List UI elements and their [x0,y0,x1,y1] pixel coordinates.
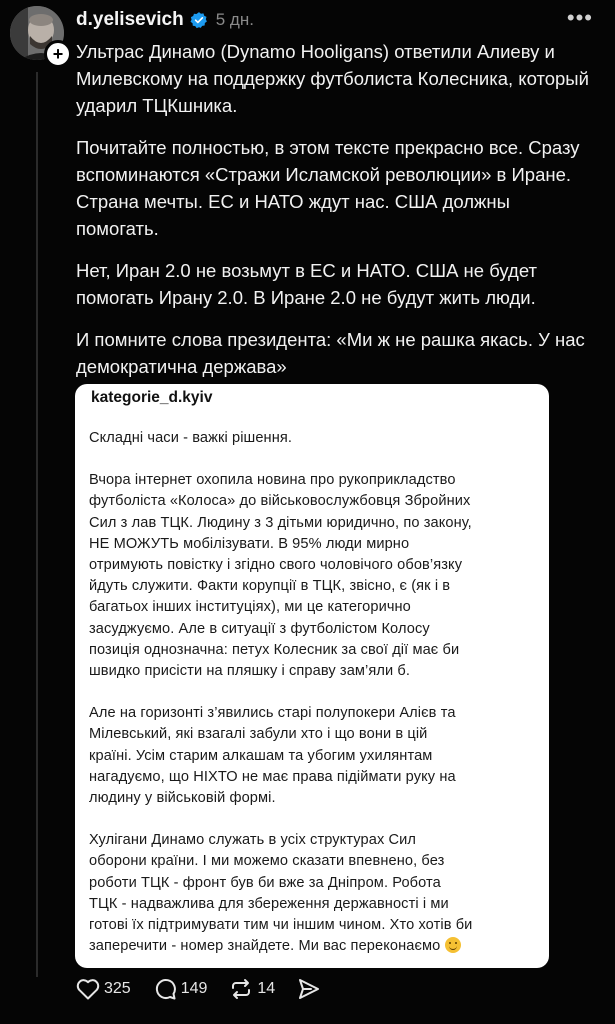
action-bar [76,974,343,1004]
quote-paragraph: Але на горизонті з’явились старі полупокери Алієв та Мілевський, які взагалі забули хто і що вони в цій країні. Усім старим алкашам та убогим ухилянтам нагадуємо, що НІХТО не має права підіймати руку на людину у військовій формі. [89,705,456,807]
thread-line [36,72,38,977]
like-count: 325 [104,980,131,997]
comment-button[interactable] [153,977,208,1001]
repost-icon [229,977,253,1001]
quote-paragraph-last [89,830,537,957]
post-body [76,38,596,395]
post-paragraph: И помните слова президента: «Ми ж не рашка якась. У нас демократична держава» [76,329,585,377]
comment-bubble-icon [153,977,177,1001]
post-header [76,8,254,32]
share-button[interactable] [297,977,321,1001]
quoted-post-image[interactable] [75,384,549,968]
more-options-icon[interactable]: ••• [566,5,593,30]
quote-paragraph: Вчора інтернет охопила новина про рукоприкладство футболіста «Колоса» до військовослужбовця Збройних Сил з лав ТЦК. Людину з 3 дітьми юридично, по закону, НЕ МОЖУТЬ мобілізувати. В 95% люди мирно отримують повістку і згідно свого чоловічого обов’язку йдуть служити. Факти корупції в ТЦК, звісно, є (як і в багатьох інших інституціях), ми це категорично засуджуємо. Але в ситуації з футболістом Колосу позиція однозначна: петух Колесник за свої дії має би швидко присісти на пляшку і справу зам’яли б. [89,472,472,680]
post-paragraph: Ультрас Динамо (Dynamo Hooligans) ответили Алиеву и Милевскому на поддержку футболиста Колесника, который ударил ТЦКшника. [76,41,589,116]
repost-count: 14 [257,980,276,997]
quote-username: kategorie_d.kyiv [91,389,213,406]
comment-count: 149 [180,980,208,997]
verified-badge-icon [190,11,208,29]
winking-face-emoji-icon [445,937,461,953]
heart-icon [76,978,100,1000]
send-icon [297,977,321,1001]
username[interactable]: d.yelisevich [76,9,184,30]
quote-last-text: Хулігани Динамо служать в усіх структурах Сил оборони країни. І ми можемо сказати впевнено, без роботи ТЦК - фронт був би вже за Дніпром. Робота ТЦК - надважлива для збереження державності і ми готові їх підтримувати тим чи іншим чином. Хто хотів би заперечити - номер знайдете. Ми вас переконаємо [89,832,473,955]
repost-button[interactable] [229,977,275,1001]
post-time: 5 дн. [215,10,254,29]
post-paragraph: Почитайте полностью, в этом тексте прекрасно все. Сразу вспоминаются «Стражи Исламской революции» в Иране. Страна мечты. ЕС и НАТО ждут нас. США должны помогать. [76,137,580,239]
like-button[interactable] [76,978,131,1000]
quote-paragraph: Складні часи - важкі рішення. [89,430,293,446]
quote-body [89,428,537,968]
follow-plus-icon[interactable]: + [44,40,72,68]
post-paragraph: Нет, Иран 2.0 не возьмут в ЕС и НАТО. США не будет помогать Ирану 2.0. В Иране 2.0 не будут жить люди. [76,260,537,308]
